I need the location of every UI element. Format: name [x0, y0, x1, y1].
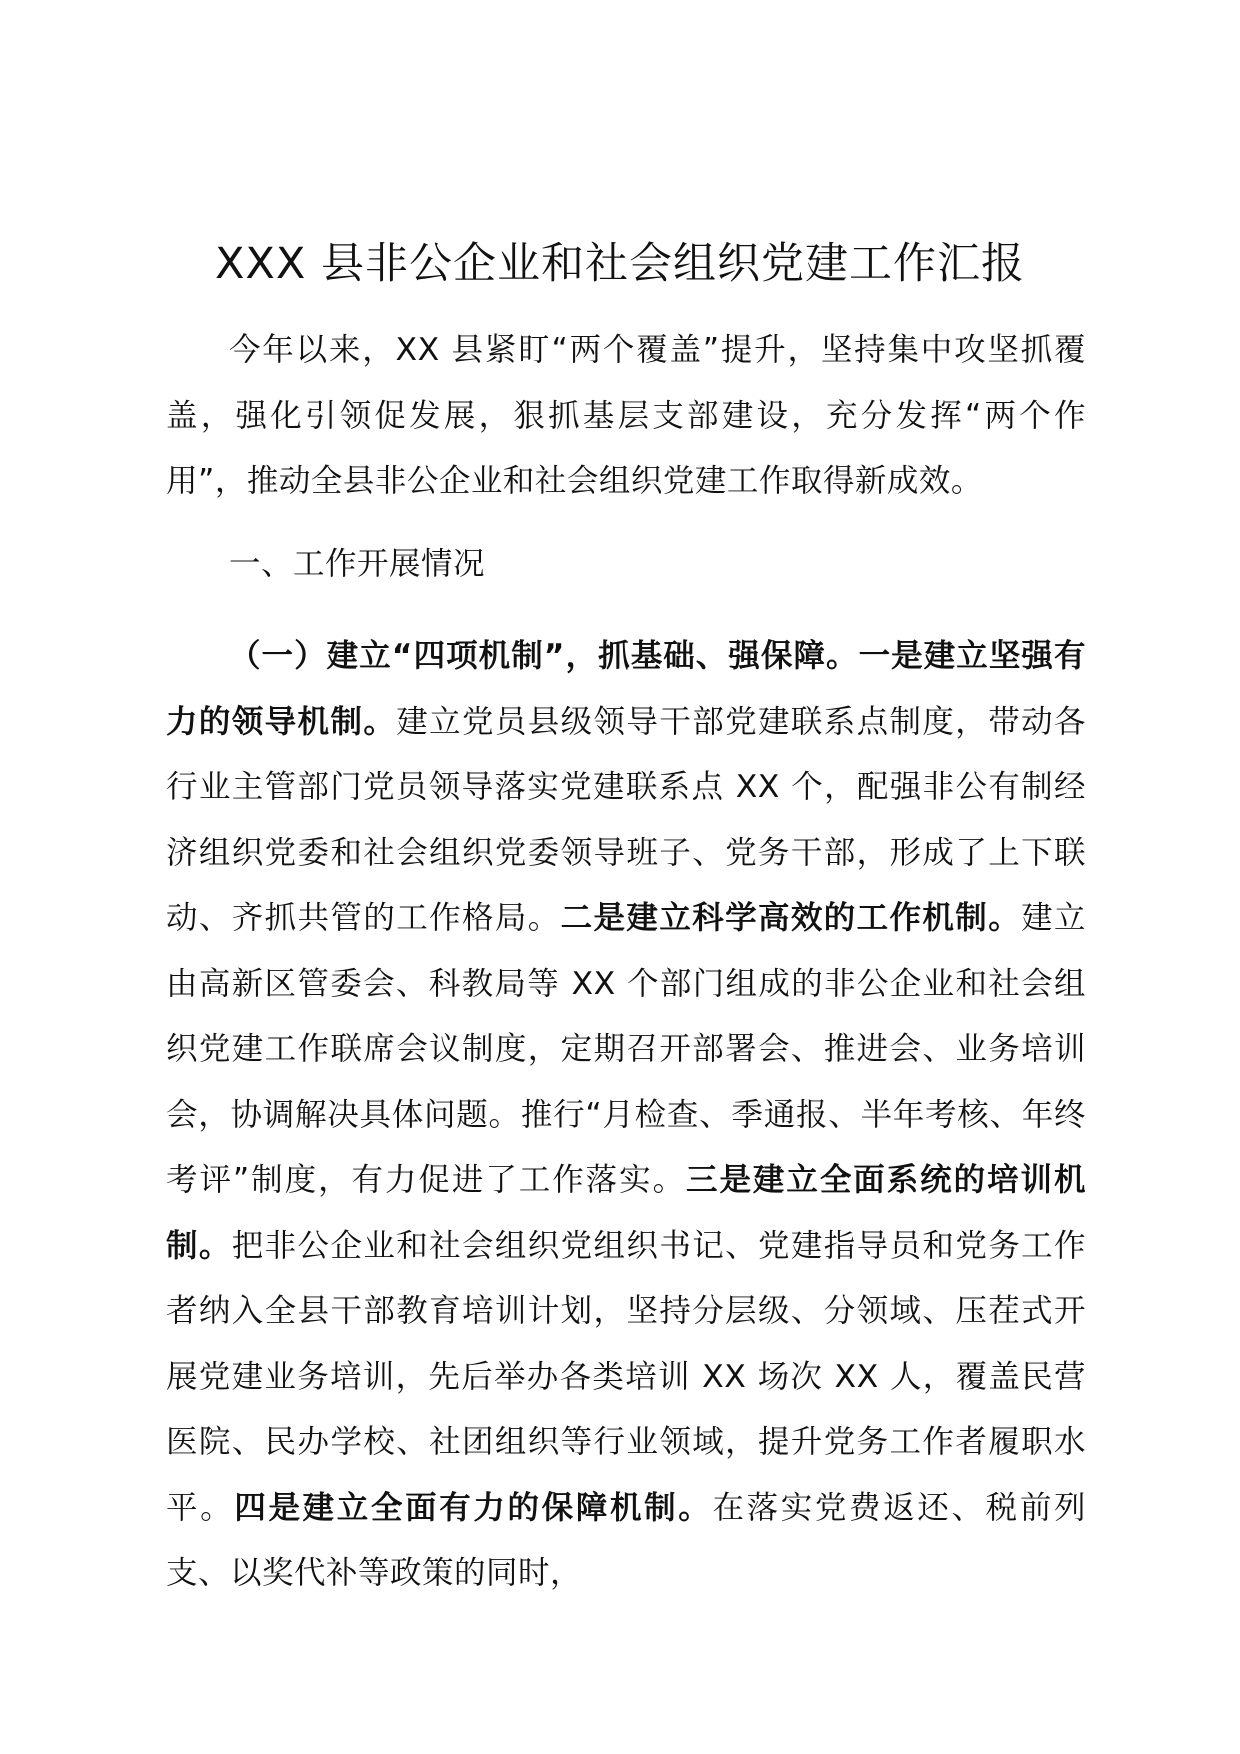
intro-paragraph: 今年以来，XX 县紧盯“两个覆盖”提升，坚持集中攻坚抓覆盖，强化引领促发展，狠抓基层支部建设，充分发挥“两个作用”，推动全县非公企业和社会组织党建工作取得新成效。 [166, 332, 1086, 499]
section-paragraph [166, 624, 1086, 1607]
point-text-2: 建立由高新区管委会、科教局等 XX 个部门组成的非公企业和社会组织党建工作联席会议制度，定期召开部署会、推进会、业务培训会，协调解决具体问题。推行“月检查、季通报、半年考核、年终考评”制度，有力促进了工作落实。 [166, 900, 1086, 1198]
point-text-1: 建立党员县级领导干部党建联系点制度，带动各行业主管部门党员领导落实党建联系点 XX 个，配强非公有制经济组织党委和社会组织党委领导班子、党务干部，形成了上下联动、齐抓共管的工作格局。 [166, 703, 1086, 936]
document-title: XXX 县非公企业和社会组织党建工作汇报 [214, 239, 1026, 289]
section-heading: 一、工作开展情况 [229, 546, 486, 582]
point-text-4: 在落实党费返还、税前列支、以奖代补等政策的同时， [166, 1489, 1086, 1591]
subsection-lead: （一）建立“四项机制”，抓基础、强保障。 [229, 638, 859, 674]
point-heading-2: 二是建立科学高效的工作机制。 [560, 900, 1022, 936]
point-heading-4: 四是建立全面有力的保障机制。 [234, 1489, 713, 1526]
point-text-3: 把非公企业和社会组织党组织书记、党建指导员和党务工作者纳入全县干部教育培训计划，坚持分层级、分领域、压茬式开展党建业务培训，先后举办各类培训 XX 场次 XX 人，覆盖民营医院、民办学校、社团组织等行业领域，提升党务工作者履职水平。 [166, 1227, 1086, 1526]
point-heading-1: 一是建立坚强有力的领导机制。 [166, 638, 1086, 740]
point-heading-3: 三是建立全面系统的培训机制。 [166, 1162, 1086, 1264]
